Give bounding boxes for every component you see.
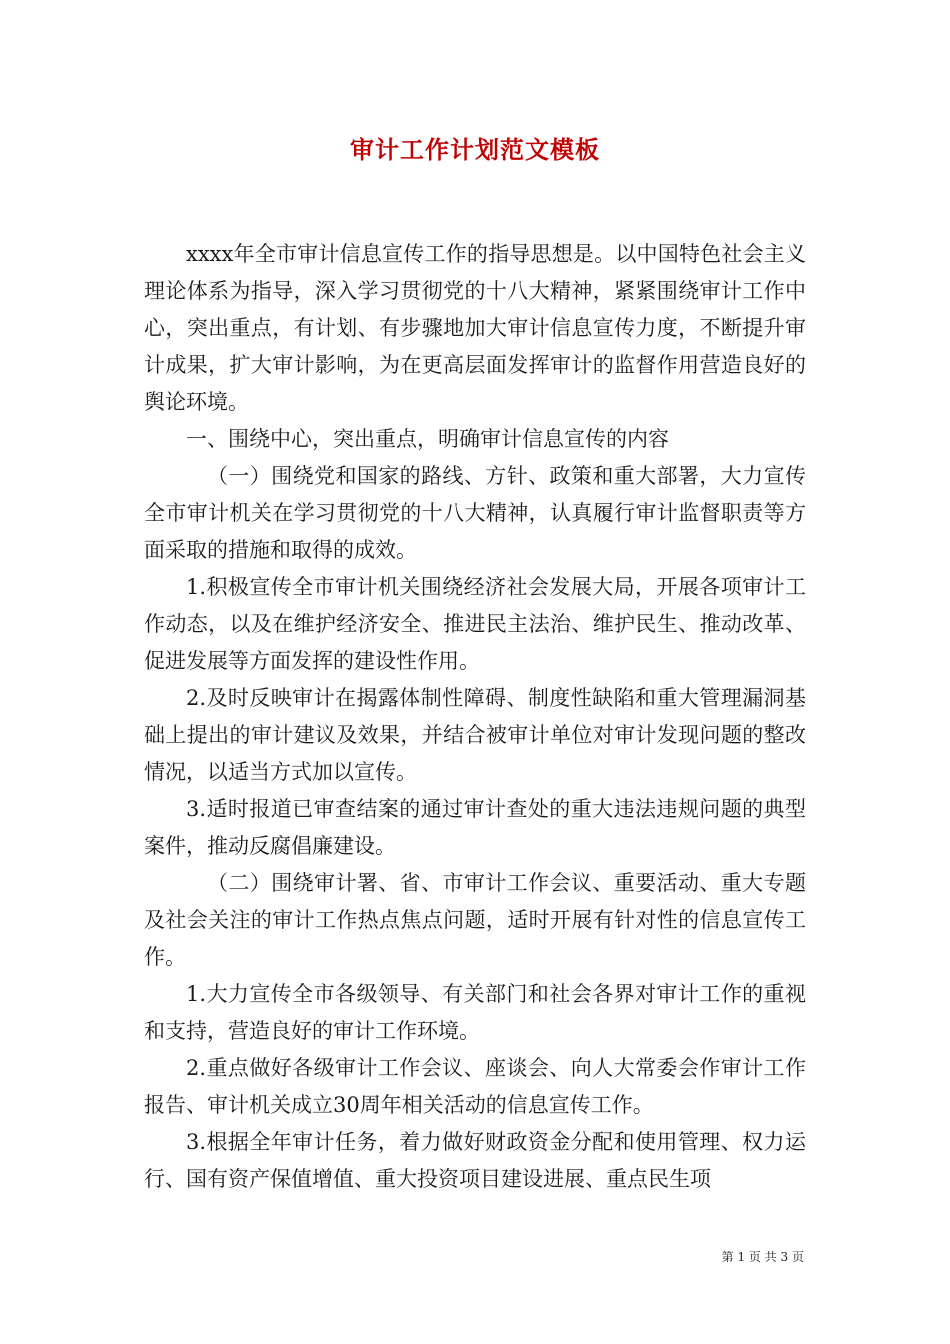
- paragraph: xxxx年全市审计信息宣传工作的指导思想是。以中国特色社会主义理论体系为指导，深入学习贯彻党的十八大精神，紧紧围绕审计工作中心，突出重点，有计划、有步骤地加大审计信息宣传力度，不断提升审计成果，扩大审计影响，为在更高层面发挥审计的监督作用营造良好的舆论环境。: [144, 242, 806, 414]
- subsection-heading: （一）围绕党和国家的路线、方针、政策和重大部署，大力宣传全市审计机关在学习贯彻党的十八大精神，认真履行审计监督职责等方面采取的措施和取得的成效。: [144, 464, 806, 562]
- list-item: 2.及时反映审计在揭露体制性障碍、制度性缺陷和重大管理漏洞基础上提出的审计建议及效果，并结合被审计单位对审计发现问题的整改情况，以适当方式加以宣传。: [144, 686, 806, 784]
- list-item: 3.根据全年审计任务，着力做好财政资金分配和使用管理、权力运行、国有资产保值增值、重大投资项目建设进展、重点民生项: [144, 1130, 806, 1191]
- subsection-heading: （二）围绕审计署、省、市审计工作会议、重要活动、重大专题及社会关注的审计工作热点焦点问题，适时开展有针对性的信息宣传工作。: [144, 871, 806, 969]
- section-heading: 一、围绕中心，突出重点，明确审计信息宣传的内容: [186, 427, 669, 451]
- list-item: 2.重点做好各级审计工作会议、座谈会、向人大常委会作审计工作报告、审计机关成立30周年相关活动的信息宣传工作。: [144, 1056, 806, 1117]
- list-item: 3.适时报道已审查结案的通过审计查处的重大违法违规问题的典型案件，推动反腐倡廉建设。: [144, 797, 806, 858]
- page-number: 第 1 页 共 3 页: [721, 1250, 804, 1264]
- list-item: 1.大力宣传全市各级领导、有关部门和社会各界对审计工作的重视和支持，营造良好的审计工作环境。: [144, 982, 806, 1043]
- document-body: [144, 236, 806, 1198]
- list-item: 1.积极宣传全市审计机关围绕经济社会发展大局，开展各项审计工作动态，以及在维护经济安全、推进民主法治、维护民生、推动改革、促进发展等方面发挥的建设性作用。: [144, 575, 806, 673]
- document-title: 审计工作计划范文模板: [350, 135, 600, 164]
